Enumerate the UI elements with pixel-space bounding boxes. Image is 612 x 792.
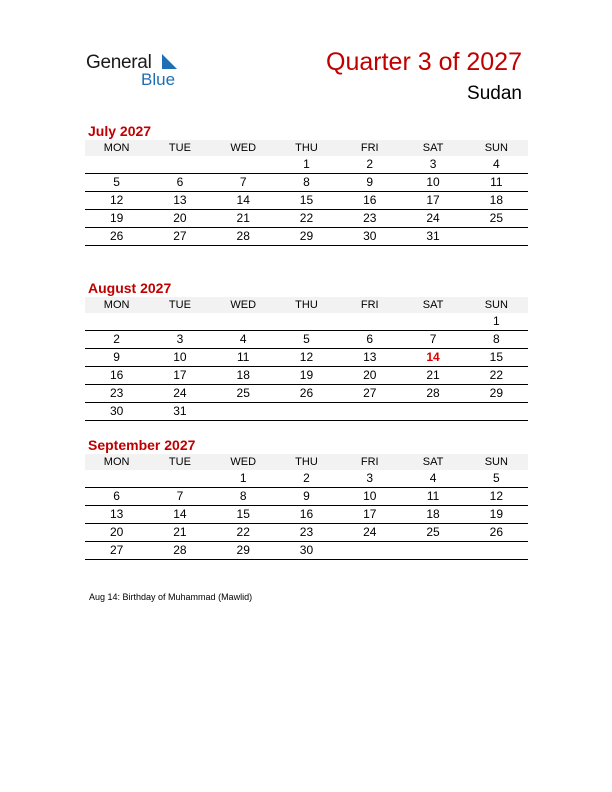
logo-text-general: General — [86, 52, 152, 73]
weekday-label: SUN — [465, 297, 528, 313]
day-cell: 21 — [148, 524, 211, 542]
day-cell: 18 — [212, 367, 275, 385]
day-cell: 26 — [275, 385, 338, 403]
day-cell: 20 — [85, 524, 148, 542]
month-title: July 2027 — [88, 123, 152, 139]
day-cell — [465, 228, 528, 246]
day-cell: 2 — [275, 470, 338, 488]
week-row — [85, 174, 528, 192]
day-cell — [401, 403, 464, 421]
day-cell: 12 — [465, 488, 528, 506]
day-cell: 17 — [401, 192, 464, 210]
month-september — [85, 436, 528, 560]
day-cell: 11 — [401, 488, 464, 506]
day-cell: 14 — [212, 192, 275, 210]
weekday-header-row — [85, 297, 528, 313]
week-row — [85, 542, 528, 560]
month-august — [85, 279, 528, 421]
day-cell: 27 — [148, 228, 211, 246]
day-cell: 30 — [85, 403, 148, 421]
week-row — [85, 470, 528, 488]
week-row — [85, 228, 528, 246]
day-cell: 25 — [465, 210, 528, 228]
weekday-label: THU — [275, 140, 338, 156]
page-title: Quarter 3 of 2027 — [326, 48, 522, 76]
week-row — [85, 506, 528, 524]
day-cell: 16 — [85, 367, 148, 385]
day-cell: 28 — [148, 542, 211, 560]
day-cell — [85, 313, 148, 331]
day-cell: 4 — [212, 331, 275, 349]
day-cell: 5 — [85, 174, 148, 192]
weekday-label: THU — [275, 454, 338, 470]
calendar-table — [85, 454, 528, 560]
day-cell — [212, 313, 275, 331]
day-cell — [401, 542, 464, 560]
weekday-label: MON — [85, 454, 148, 470]
weekday-label: TUE — [148, 454, 211, 470]
day-cell: 16 — [338, 192, 401, 210]
day-cell: 27 — [85, 542, 148, 560]
day-cell: 31 — [401, 228, 464, 246]
weekday-header-row — [85, 454, 528, 470]
month-july — [85, 122, 528, 246]
day-cell: 15 — [212, 506, 275, 524]
day-cell: 3 — [401, 156, 464, 174]
day-cell: 29 — [465, 385, 528, 403]
day-cell: 18 — [401, 506, 464, 524]
day-cell: 7 — [401, 331, 464, 349]
holiday-day-cell: 14 — [401, 349, 464, 367]
day-cell: 11 — [212, 349, 275, 367]
day-cell: 10 — [148, 349, 211, 367]
day-cell — [338, 403, 401, 421]
weekday-label: SAT — [401, 454, 464, 470]
week-row — [85, 367, 528, 385]
day-cell: 8 — [275, 174, 338, 192]
day-cell — [275, 403, 338, 421]
month-title: September 2027 — [88, 437, 196, 453]
day-cell: 1 — [275, 156, 338, 174]
logo-text-blue: Blue — [141, 70, 176, 89]
day-cell: 3 — [338, 470, 401, 488]
day-cell: 17 — [148, 367, 211, 385]
day-cell: 4 — [465, 156, 528, 174]
day-cell: 25 — [212, 385, 275, 403]
logo-triangle-icon — [162, 54, 178, 70]
day-cell: 24 — [401, 210, 464, 228]
day-cell: 29 — [275, 228, 338, 246]
day-cell: 30 — [275, 542, 338, 560]
day-cell: 28 — [401, 385, 464, 403]
day-cell: 23 — [338, 210, 401, 228]
weekday-label: THU — [275, 297, 338, 313]
day-cell: 21 — [401, 367, 464, 385]
day-cell: 11 — [465, 174, 528, 192]
week-row — [85, 385, 528, 403]
week-row — [85, 210, 528, 228]
day-cell: 26 — [85, 228, 148, 246]
day-cell — [85, 156, 148, 174]
day-cell: 30 — [338, 228, 401, 246]
week-row — [85, 192, 528, 210]
day-cell: 9 — [338, 174, 401, 192]
day-cell: 5 — [275, 331, 338, 349]
weekday-header-row — [85, 140, 528, 156]
day-cell — [275, 313, 338, 331]
day-cell — [85, 470, 148, 488]
day-cell: 13 — [338, 349, 401, 367]
weekday-label: FRI — [338, 140, 401, 156]
day-cell: 5 — [465, 470, 528, 488]
day-cell: 22 — [275, 210, 338, 228]
day-cell: 20 — [148, 210, 211, 228]
day-cell: 3 — [148, 331, 211, 349]
day-cell: 29 — [212, 542, 275, 560]
day-cell: 8 — [212, 488, 275, 506]
day-cell: 24 — [148, 385, 211, 403]
weekday-label: WED — [212, 297, 275, 313]
day-cell: 24 — [338, 524, 401, 542]
weekday-label: MON — [85, 297, 148, 313]
day-cell: 1 — [465, 313, 528, 331]
calendar-table — [85, 140, 528, 246]
day-cell — [401, 313, 464, 331]
day-cell: 19 — [275, 367, 338, 385]
day-cell: 26 — [465, 524, 528, 542]
day-cell: 2 — [85, 331, 148, 349]
week-row — [85, 403, 528, 421]
day-cell: 18 — [465, 192, 528, 210]
week-row — [85, 331, 528, 349]
weekday-label: WED — [212, 140, 275, 156]
day-cell: 16 — [275, 506, 338, 524]
weekday-label: TUE — [148, 140, 211, 156]
day-cell: 7 — [148, 488, 211, 506]
weekday-label: FRI — [338, 297, 401, 313]
day-cell — [148, 156, 211, 174]
week-row — [85, 313, 528, 331]
day-cell: 12 — [275, 349, 338, 367]
weekday-label: FRI — [338, 454, 401, 470]
day-cell: 6 — [338, 331, 401, 349]
weekday-label: SAT — [401, 297, 464, 313]
day-cell: 20 — [338, 367, 401, 385]
day-cell — [338, 542, 401, 560]
day-cell — [148, 313, 211, 331]
day-cell: 23 — [275, 524, 338, 542]
weekday-label: WED — [212, 454, 275, 470]
day-cell: 10 — [401, 174, 464, 192]
day-cell: 13 — [85, 506, 148, 524]
day-cell: 21 — [212, 210, 275, 228]
day-cell: 17 — [338, 506, 401, 524]
calendar-table — [85, 297, 528, 421]
day-cell: 22 — [212, 524, 275, 542]
holiday-notes — [89, 592, 252, 602]
week-row — [85, 349, 528, 367]
day-cell: 9 — [85, 349, 148, 367]
day-cell: 27 — [338, 385, 401, 403]
weekday-label: TUE — [148, 297, 211, 313]
day-cell — [465, 403, 528, 421]
logo — [86, 52, 196, 92]
day-cell: 15 — [275, 192, 338, 210]
day-cell: 6 — [85, 488, 148, 506]
weekday-label: SUN — [465, 140, 528, 156]
day-cell: 19 — [465, 506, 528, 524]
country-name: Sudan — [467, 83, 522, 104]
week-row — [85, 524, 528, 542]
day-cell: 31 — [148, 403, 211, 421]
day-cell — [212, 403, 275, 421]
weekday-label: MON — [85, 140, 148, 156]
day-cell: 2 — [338, 156, 401, 174]
day-cell: 8 — [465, 331, 528, 349]
day-cell: 13 — [148, 192, 211, 210]
day-cell: 14 — [148, 506, 211, 524]
day-cell — [465, 542, 528, 560]
month-title: August 2027 — [88, 280, 172, 296]
day-cell: 10 — [338, 488, 401, 506]
day-cell — [148, 470, 211, 488]
day-cell: 6 — [148, 174, 211, 192]
day-cell: 4 — [401, 470, 464, 488]
day-cell: 9 — [275, 488, 338, 506]
weekday-label: SUN — [465, 454, 528, 470]
day-cell — [212, 156, 275, 174]
weekday-label: SAT — [401, 140, 464, 156]
day-cell: 19 — [85, 210, 148, 228]
day-cell: 7 — [212, 174, 275, 192]
day-cell — [338, 313, 401, 331]
week-row — [85, 488, 528, 506]
week-row — [85, 156, 528, 174]
day-cell: 22 — [465, 367, 528, 385]
day-cell: 12 — [85, 192, 148, 210]
day-cell: 15 — [465, 349, 528, 367]
holiday-note: Aug 14: Birthday of Muhammad (Mawlid) — [89, 592, 253, 602]
day-cell: 23 — [85, 385, 148, 403]
day-cell: 28 — [212, 228, 275, 246]
day-cell: 1 — [212, 470, 275, 488]
day-cell: 25 — [401, 524, 464, 542]
